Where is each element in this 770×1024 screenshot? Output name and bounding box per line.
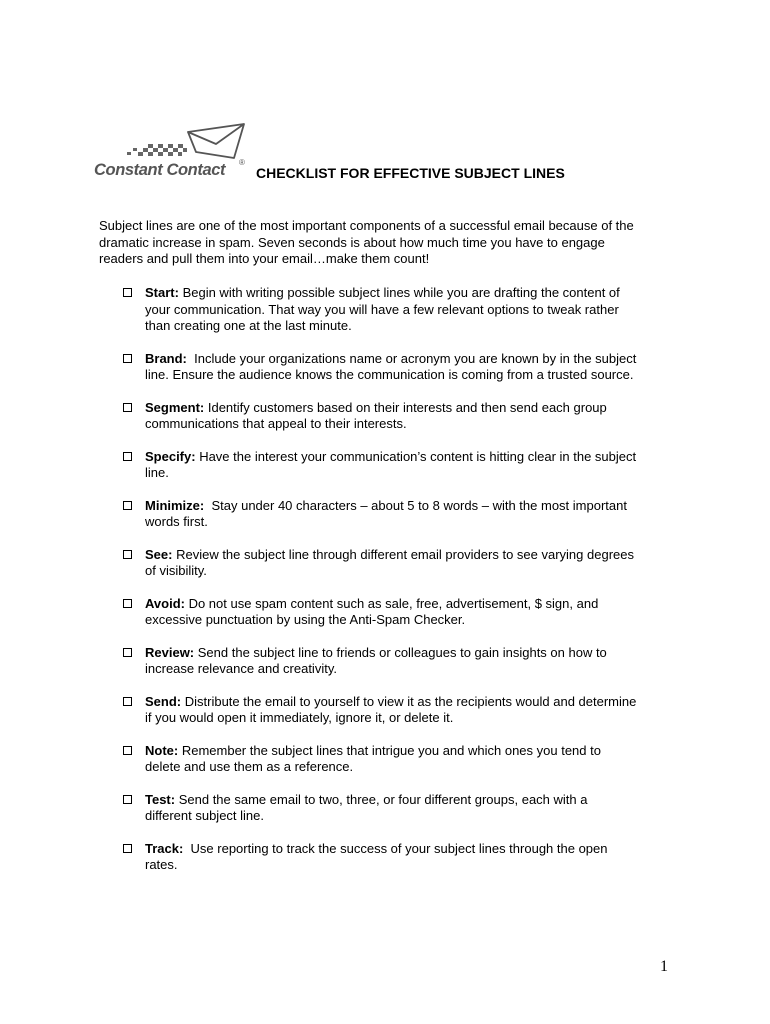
- checklist-item-text: different subject line.: [145, 808, 264, 823]
- checklist-item-text: excessive punctuation by using the Anti-Spam Checker.: [145, 612, 466, 627]
- checklist-item: [123, 743, 683, 776]
- checkbox-icon: [123, 288, 132, 297]
- checklist-item-text: your communication. That way you will have a few relevant options to tweak rather: [145, 301, 619, 317]
- checklist-item: [123, 285, 683, 335]
- checkbox-icon: [123, 648, 132, 657]
- checklist-item-text: Review the subject line through different email providers to see varying degrees: [172, 546, 634, 562]
- checkbox-icon: [123, 550, 132, 559]
- checklist-item-text: of visibility.: [145, 563, 207, 578]
- intro-paragraph: [99, 218, 679, 268]
- checklist-item-first-line: [145, 743, 683, 760]
- checklist-item: [123, 792, 683, 825]
- checklist-item-label: Track:: [145, 840, 184, 856]
- checklist-item-text: Use reporting to track the success of your subject lines through the open: [183, 840, 608, 856]
- checklist-item-first-line: [145, 841, 683, 858]
- checklist-item-text: line.: [145, 465, 169, 480]
- checklist-item-first-line: [145, 498, 683, 515]
- checklist-item-text: delete and use them as a reference.: [145, 759, 354, 774]
- checklist-item: [123, 547, 683, 580]
- checklist-item-label: See:: [145, 546, 173, 562]
- intro-line: dramatic increase in spam. Seven seconds is about how much time you have to engage: [99, 234, 605, 250]
- checklist-item-first-line: [145, 351, 683, 368]
- checklist-item-label: Test:: [145, 791, 176, 807]
- checklist-item-text: Identify customers based on their interests and then send each group: [204, 399, 607, 415]
- registered-mark: ®: [239, 158, 245, 167]
- checklist-item-first-line: [145, 645, 683, 662]
- intro-line: readers and pull them into your email…make them count!: [99, 251, 430, 266]
- checklist-item-text: increase relevance and creativity.: [145, 661, 337, 676]
- checkbox-icon: [123, 599, 132, 608]
- checkbox-icon: [123, 452, 132, 461]
- checklist-item-text: Include your organizations name or acronym you are known by in the subject: [186, 350, 637, 366]
- checkbox-icon: [123, 354, 132, 363]
- checklist-item-text: Send the same email to two, three, or four different groups, each with a: [175, 791, 588, 807]
- checklist-item-text: Do not use spam content such as sale, free, advertisement, $ sign, and: [184, 595, 599, 611]
- checklist-item-label: Start:: [145, 285, 179, 300]
- checkbox-icon: [123, 844, 132, 853]
- checklist-item-text: rates.: [145, 857, 178, 872]
- checklist: [123, 285, 683, 890]
- envelope-logo-icon: [94, 122, 246, 162]
- checklist-item-first-line: [145, 547, 683, 564]
- checklist-item-label: Minimize:: [145, 497, 205, 513]
- checklist-item-text: communications that appeal to their interests.: [145, 416, 407, 431]
- page-title: CHECKLIST FOR EFFECTIVE SUBJECT LINES: [256, 165, 565, 181]
- checklist-item-label: Send:: [145, 693, 182, 709]
- checklist-item-first-line: [145, 792, 683, 809]
- checklist-item-first-line: [145, 400, 683, 417]
- checklist-item-text: if you would open it immediately, ignore it, or delete it.: [145, 710, 454, 725]
- checklist-item-label: Specify:: [145, 448, 196, 464]
- checklist-item-label: Segment:: [145, 399, 205, 415]
- checklist-item-text: than creating one at the last minute.: [145, 318, 352, 333]
- checklist-item-text: Distribute the email to yourself to view it as the recipients would and determine: [181, 693, 637, 709]
- checklist-item-text: Remember the subject lines that intrigue you and which ones you tend to: [178, 742, 601, 758]
- checklist-item-first-line: [145, 694, 683, 711]
- checklist-item: [123, 645, 683, 678]
- checkbox-icon: [123, 746, 132, 755]
- checklist-item-label: Avoid:: [145, 595, 185, 611]
- constant-contact-logo: [94, 122, 246, 184]
- checklist-item-first-line: [145, 449, 683, 466]
- checkbox-icon: [123, 403, 132, 412]
- logo-wordmark: Constant Contact: [94, 161, 226, 179]
- checkbox-icon: [123, 501, 132, 510]
- checklist-item-label: Note:: [145, 742, 179, 758]
- checklist-item: [123, 841, 683, 874]
- checklist-item-text: Stay under 40 characters – about 5 to 8 words – with the most important: [204, 497, 627, 513]
- checklist-item: [123, 596, 683, 629]
- checklist-item-text: words first.: [145, 514, 208, 529]
- checklist-item: [123, 351, 683, 384]
- page-number: 1: [660, 958, 668, 975]
- checkbox-icon: [123, 795, 132, 804]
- checklist-item: [123, 694, 683, 727]
- checklist-item: [123, 400, 683, 433]
- checkbox-icon: [123, 697, 132, 706]
- intro-line: Subject lines are one of the most important components of a successful email because of the: [99, 218, 634, 233]
- checklist-item-label: Review:: [145, 644, 195, 660]
- checklist-item-first-line: [145, 285, 683, 302]
- checklist-item-text: Have the interest your communication’s content is hitting clear in the subject: [195, 448, 637, 464]
- checklist-item-label: Brand:: [145, 350, 187, 366]
- checklist-item-first-line: [145, 596, 683, 613]
- checklist-item: [123, 449, 683, 482]
- checklist-item-text: line. Ensure the audience knows the communication is coming from a trusted source.: [145, 367, 634, 382]
- checklist-item: [123, 498, 683, 531]
- checklist-item-text: Begin with writing possible subject lines while you are drafting the content of: [178, 285, 620, 300]
- checklist-item-text: Send the subject line to friends or colleagues to gain insights on how to: [194, 644, 607, 660]
